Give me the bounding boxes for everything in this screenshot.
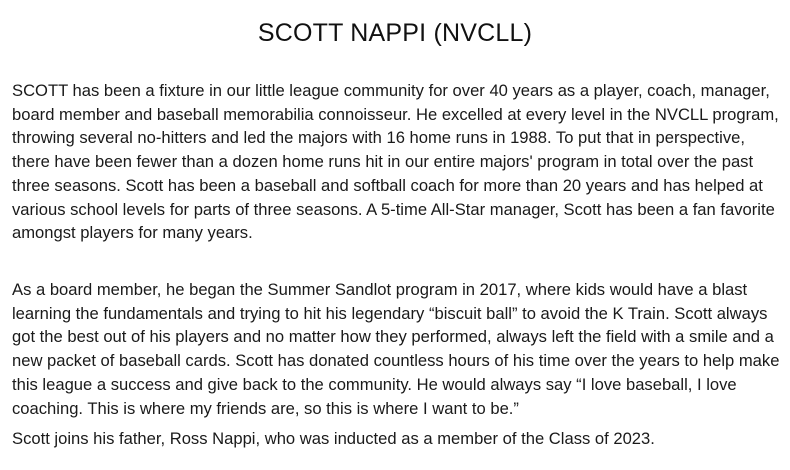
paragraph-board-member: As a board member, he began the Summer Sandlot program in 2017, where kids would have a blast learning the fundamentals and trying to hit his legendary “biscuit ball” to avoid the K Train. Scott always got the best out of his players and no matter how they performed, always left the field with a smile and a new packet of baseball cards. Scott has donated countless hours of his time over the years to help make this league a success and give back to the community. He would always say “I love baseball, I love coaching. This is where my friends are, so this is where I want to be.” bbox=[12, 280, 780, 418]
page-title: SCOTT NAPPI (NVCLL) bbox=[257, 19, 533, 47]
paragraph-family: Scott joins his father, Ross Nappi, who was inducted as a member of the Class of 2023. bbox=[12, 429, 655, 448]
paragraph-career: SCOTT has been a fixture in our little league community for over 40 years as a player, coach, manager, board member and baseball memorabilia connoisseur. He excelled at every level in the NVCLL program, throwing several no-hitters and led the majors with 16 home runs in 1988. To put that in perspective, there have been fewer than a dozen home runs hit in our entire majors' program in total over the past three seasons. Scott has been a baseball and softball coach for more than 20 years and has helped at various school levels for parts of three seasons. A 5-time All-Star manager, Scott has been a fan favorite amongst players for many years. bbox=[12, 81, 779, 243]
